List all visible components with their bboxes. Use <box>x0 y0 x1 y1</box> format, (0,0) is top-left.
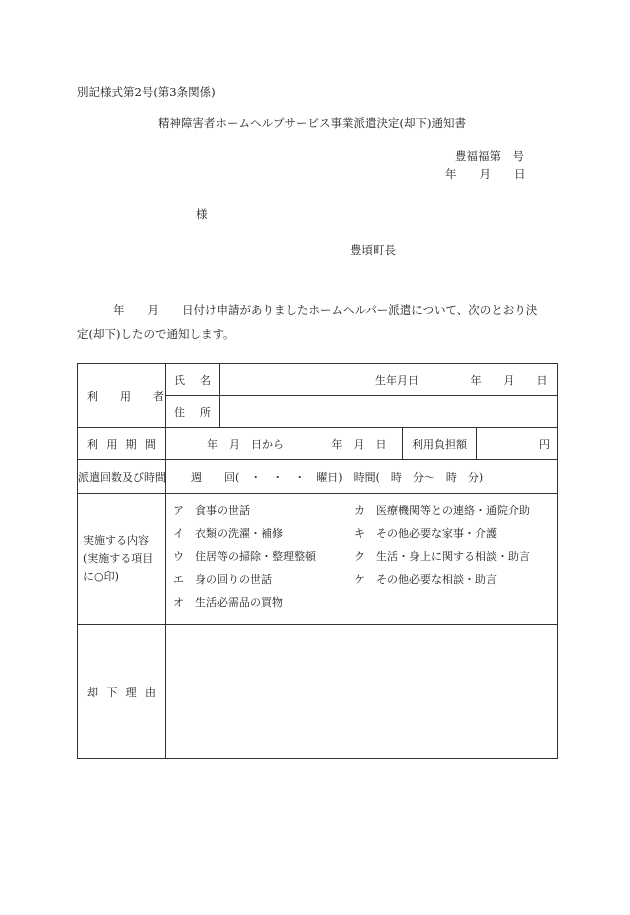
content-item[interactable]: イ 衣類の洗濯・補修 <box>173 527 283 540</box>
content-label-line1: 実施する内容 <box>83 534 149 547</box>
birth-date-value: 年 月 日 <box>470 373 548 387</box>
issuer-name: 豊頃町長 <box>350 243 396 257</box>
frequency-field[interactable]: 週 回( ・ ・ ・ 曜日) 時間( 時 分～ 時 分) <box>166 460 558 494</box>
period-label: 利 用 期 間 <box>87 437 156 451</box>
content-items-cell <box>166 494 558 625</box>
charge-label: 利用負担額 <box>403 428 477 460</box>
frequency-row <box>78 460 558 494</box>
address-label: 住 所 <box>174 405 211 419</box>
form-reference: 別記様式第2号(第3条関係) <box>77 85 216 99</box>
period-from: 年 月 日から <box>207 437 284 451</box>
address-field[interactable] <box>220 396 558 428</box>
content-item[interactable]: ウ 住居等の掃除・整理整頓 <box>173 550 316 563</box>
user-name-row <box>78 364 558 396</box>
period-to: 年 月 日 <box>331 437 387 451</box>
content-row <box>78 494 558 625</box>
user-label: 利 用 者 <box>87 389 164 403</box>
period-field[interactable] <box>166 428 403 460</box>
issue-date: 年 月 日 <box>445 167 526 181</box>
address-label-cell <box>166 396 220 428</box>
content-item[interactable]: ク 生活・身上に関する相談・助言 <box>354 550 530 563</box>
rejection-label: 却 下 理 由 <box>87 685 156 699</box>
body-text-line2: 定(却下)したので通知します。 <box>77 327 235 341</box>
content-item[interactable]: エ 身の回りの世話 <box>173 573 272 586</box>
rejection-label-cell <box>78 625 166 759</box>
content-item[interactable]: キ その他必要な家事・介護 <box>354 527 497 540</box>
recipient-suffix: 様 <box>196 207 208 221</box>
document-title: 精神障害者ホームヘルプサービス事業派遣決定(却下)通知書 <box>158 116 466 130</box>
body-text-line1: 年 月 日付け申請がありましたホームヘルパー派遣について、次のとおり決 <box>113 303 538 317</box>
content-item[interactable]: ア 食事の世話 <box>173 504 250 517</box>
name-label-cell <box>166 364 220 396</box>
decision-table <box>77 363 558 759</box>
document-number: 豊福福第 号 <box>455 149 524 163</box>
content-label-cell <box>78 494 166 625</box>
user-label-cell <box>78 364 166 428</box>
content-label-line2: (実施する項目 <box>83 552 154 565</box>
content-label-line3: に○印) <box>83 570 119 583</box>
birth-label: 生年月日 <box>375 373 419 387</box>
charge-field[interactable]: 円 <box>477 428 558 460</box>
frequency-label: 派遣回数及び時間 <box>78 460 166 494</box>
name-field[interactable] <box>220 364 558 396</box>
period-label-cell <box>78 428 166 460</box>
rejection-reason-field[interactable] <box>166 625 558 759</box>
name-label: 氏 名 <box>174 373 211 387</box>
period-row <box>78 428 558 460</box>
content-item[interactable]: オ 生活必需品の買物 <box>173 596 283 609</box>
content-item[interactable]: カ 医療機関等との連絡・通院介助 <box>354 504 530 517</box>
rejection-row <box>78 625 558 759</box>
content-item[interactable]: ケ その他必要な相談・助言 <box>354 573 497 586</box>
